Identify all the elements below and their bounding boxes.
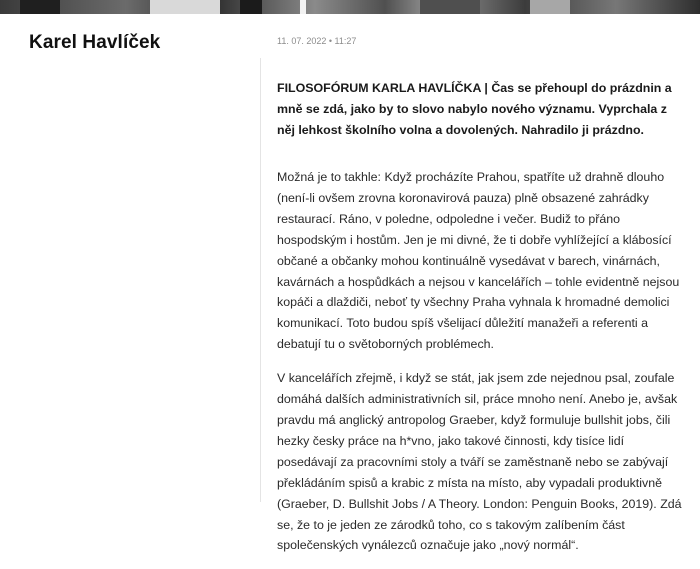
publish-date: 11. 07. 2022 • 11:27 xyxy=(277,36,357,46)
author-name[interactable]: Karel Havlíček xyxy=(29,32,161,53)
article-paragraph: Možná je to takhle: Když procházíte Prahou, spatříte už drahně dlouho (není-li ovšem zrovna koronavirová pauza) plně obsazené zahrádky restaurací. Ráno, v poledne, odpoledne i večer. Budiž to přáno hospodským i hostům. Jen je mi divné, že ti dobře vyhlížející a klábosící občané a občanky mohou kontinuálně vysedávat v barech, vinárnách, kavárnách a hospůdkách a nejsou v kancelářích – tohle evidentně nejsou kopáči a dlaždiči, neboť ty všechny Praha vyhnala k hromadné demolici komunikací. Toto budou spíš všelijací důležití manažeři a referenti a debatují tu o světoborných problémech. xyxy=(277,170,680,352)
article-paragraph: V kancelářích zřejmě, i když se stát, jak jsem zde nejednou psal, zoufale domáhá dalších administrativních sil, práce mnoho není. Anebo je, avšak pravdu má anglický antropolog Graeber, když formuluje bullshit jobs, čili hezky česky práce na h*vno, jako takové činnosti, kdy tisíce lidí posedávají za pracovními stoly a tváří se zaměstnaně nebo se zabývají překládáním spisů a krabic z místa na místo, aby vypadali produktivně (Graeber, D. Bullshit Jobs / A Theory. London: Penguin Books, 2019). Zdá se, že to je jeden ze zárodků toho, co s takovým zalíbením část společenských vynálezců označuje jako „nový normál“. xyxy=(277,371,682,553)
article-body xyxy=(277,78,687,569)
header-photo xyxy=(0,0,700,14)
article-lead: FILOSOFÓRUM KARLA HAVLÍČKA | Čas se přehoupl do prázdnin a mně se zdá, jako by to slovo nabylo nového významu. Vyprchala z něj lehkost školního volna a dovolených. Nahradilo ji prázdno. xyxy=(277,81,672,137)
